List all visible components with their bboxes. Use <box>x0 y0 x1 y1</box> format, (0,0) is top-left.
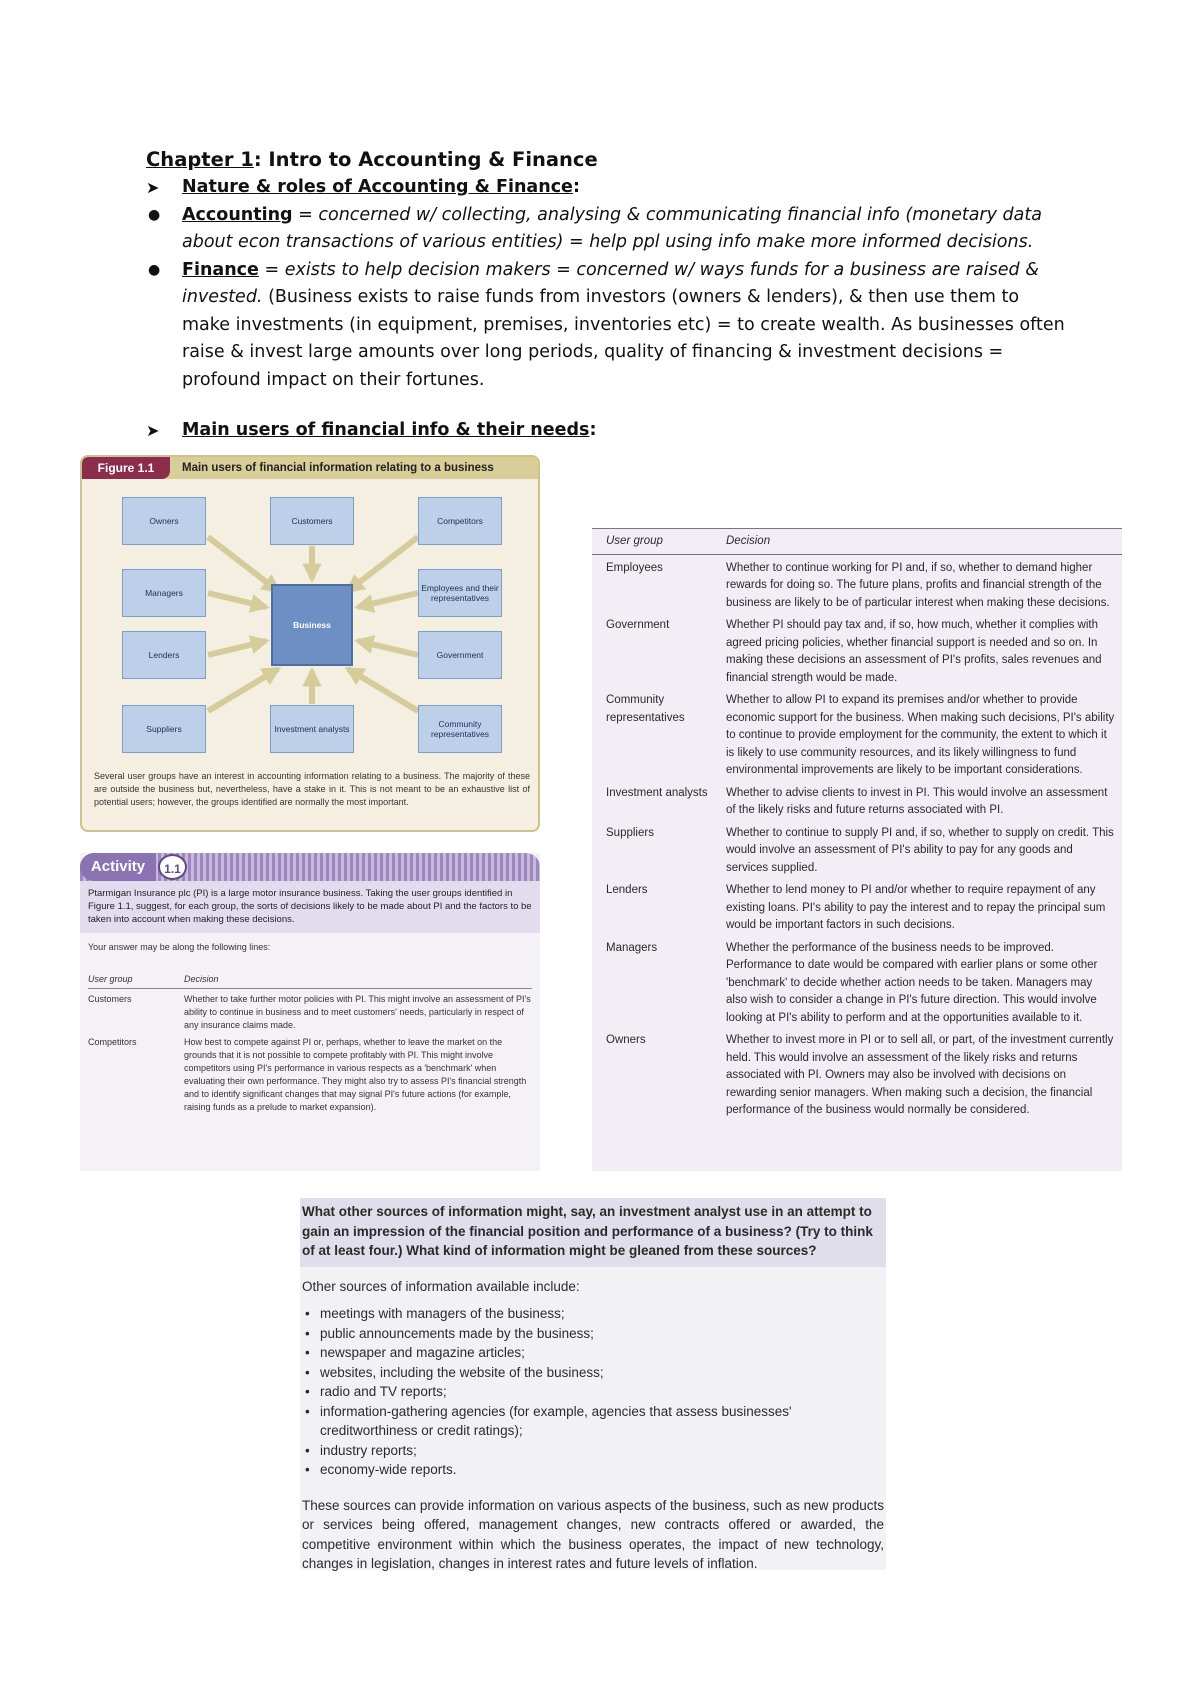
activity-table <box>88 973 532 1114</box>
sources-question-box <box>300 1198 886 1570</box>
figure-header <box>82 457 538 479</box>
header-decision: Decision <box>726 535 771 547</box>
finance-definition-rest: (Business exists to raise funds from investors (owners & lenders), & then use them to make investments (in equipment, premises, inventories etc) = to create wealth. As businesses often raise & invest large amounts over long periods, quality of financing & investment decisions = profound impact on their fortunes. <box>182 287 1065 390</box>
header-decision: Decision <box>184 974 219 984</box>
accounting-term: Accounting <box>182 204 293 225</box>
row-decision: How best to compete against PI or, perhaps, whether to leave the market on the grounds that it is not possible to compete profitably with PI. This might involve competitors using PI's performance in various respects as a 'benchmark' when evaluating their own performance. They might also try to assess PI's financial strength and to identify significant changes that may signal PI's future actions (for example, raising funds as a prelude to market expansion). <box>184 1037 527 1112</box>
row-group: Government <box>606 619 670 631</box>
table-row <box>592 940 1122 1028</box>
header-user-group: User group <box>606 535 663 547</box>
header-user-group: User group <box>88 974 133 984</box>
list-item: • websites, including the website of the business; <box>302 1363 884 1383</box>
bullet-dot-icon: ● <box>148 206 161 223</box>
row-group: Customers <box>88 994 132 1004</box>
activity-label: Activity <box>80 853 156 881</box>
finance-bullet <box>146 257 1066 395</box>
list-item: • newspaper and magazine articles; <box>302 1343 884 1363</box>
sources-intro: Other sources of information available include: <box>302 1278 580 1294</box>
arrow-managers <box>208 593 266 607</box>
table-row <box>88 1036 532 1114</box>
activity-box <box>80 853 540 1171</box>
node-suppliers: Suppliers <box>122 705 206 753</box>
row-group: Lenders <box>606 884 648 896</box>
table-row <box>592 1032 1122 1120</box>
node-business: Business <box>271 584 353 666</box>
list-item: • meetings with managers of the business; <box>302 1304 884 1324</box>
activity-question: Ptarmigan Insurance plc (PI) is a large motor insurance business. Taking the user groups identified in Figure 1.1, suggest, for each group, the sorts of decisions likely to be made about PI and the factors to be taken into account when making these decisions. <box>80 881 540 933</box>
node-employees: Employees and their representatives <box>418 569 502 617</box>
notes-text <box>146 146 1066 445</box>
arrow-lenders <box>208 641 266 655</box>
node-lenders: Lenders <box>122 631 206 679</box>
row-decision: Whether to advise clients to invest in PI. This would involve an assessment of the likely risks and future returns associated with PI. <box>726 786 1108 816</box>
spacer <box>146 394 1066 417</box>
accounting-bullet <box>146 202 1066 257</box>
arrow-government <box>358 641 418 655</box>
row-decision: Whether to allow PI to expand its premises and/or whether to provide economic support for the business. When making such decisions, PI's ability to continue to provide employment for the community, the extent to which it is likely to use community resources, and its likely willingness to fund environmental improvements are likely to be important considerations. <box>726 694 1115 776</box>
section-heading-colon: : <box>572 177 580 197</box>
figure-caption: Several user groups have an interest in accounting information relating to a business. The majority of these are outside the business but, nevertheless, have a stake in it. This is not meant to be an exhaustive list of potential users; however, the groups identified are normally the most important. <box>94 771 530 807</box>
row-decision: Whether to continue working for PI and, if so, whether to demand higher rewards for doing so. The future plans, profits and financial strength of the business are likely to be of particular interest when making these decisions. <box>726 561 1110 609</box>
arrow-owners <box>208 537 278 591</box>
row-group: Investment analysts <box>606 786 708 799</box>
activity-table-header <box>88 973 532 989</box>
list-item: • economy-wide reports. <box>302 1460 884 1480</box>
arrow-competitors <box>348 537 418 591</box>
list-item: • information-gathering agencies (for example, agencies that assess businesses' creditworthiness or credit ratings); <box>302 1402 884 1441</box>
list-item: • industry reports; <box>302 1441 884 1461</box>
table-row <box>88 993 532 1032</box>
node-government: Government <box>418 631 502 679</box>
chapter-label: Chapter 1 <box>146 148 254 171</box>
activity-number: 1.1 <box>158 854 187 880</box>
activity-header <box>80 853 540 881</box>
arrow-bullet-icon: ➤ <box>146 178 160 197</box>
row-group: Community representatives <box>606 694 685 724</box>
bullet-dot-icon: ● <box>148 261 161 278</box>
finance-definition-italic: = exists to help decision makers = concerned w/ ways funds for a business are raised & invested. <box>182 259 1039 307</box>
sources-conclusion: These sources can provide information on various aspects of the business, such as new products or services being offered, management changes, new contracts offered or awarded, the competitive environment within which the business operates, the impact of new technology, changes in legislation, changes in interest rates and future levels of inflation. <box>302 1497 884 1571</box>
table-row <box>592 560 1122 613</box>
node-customers: Customers <box>270 497 354 545</box>
row-decision: Whether to continue to supply PI and, if so, whether to supply on credit. This would involve an assessment of PI's ability to pay for any goods and services supplied. <box>726 826 1114 874</box>
row-group: Owners <box>606 1034 646 1046</box>
row-decision: Whether to lend money to PI and/or whether to require repayment of any existing loans. PI's ability to pay the interest and to repay the principal sum would be important factors in such decisions. <box>726 884 1106 931</box>
activity-answer-intro: Your answer may be along the following lines: <box>88 942 271 952</box>
section-heading-users <box>146 417 1066 445</box>
row-group: Employees <box>606 561 663 574</box>
arrow-employees <box>358 593 418 607</box>
table-row <box>592 882 1122 935</box>
arrow-bullet-icon: ➤ <box>146 421 160 440</box>
row-group: Managers <box>606 941 658 954</box>
section-heading-text: Main users of financial info & their needs <box>182 420 590 440</box>
chapter-title <box>146 146 1066 174</box>
table-header <box>592 528 1122 555</box>
node-analysts: Investment analysts <box>270 705 354 753</box>
table-row <box>592 785 1122 820</box>
node-community: Community representatives <box>418 705 502 753</box>
accounting-definition: = concerned w/ collecting, analysing & communicating financial info (monetary data about econ transactions of various entities) = help ppl using info make more informed decisions. <box>182 204 1042 252</box>
user-decision-table <box>592 528 1122 1171</box>
table-row <box>592 825 1122 878</box>
sources-answer <box>300 1267 886 1578</box>
section-heading-text: Nature & roles of Accounting & Finance <box>182 177 573 197</box>
row-group: Suppliers <box>606 826 654 839</box>
list-item: • radio and TV reports; <box>302 1382 884 1402</box>
section-heading-nature <box>146 174 1066 202</box>
finance-term: Finance <box>182 259 259 280</box>
section-heading-colon: : <box>589 420 597 440</box>
figure-title: Main users of financial information relating to a business <box>182 462 494 474</box>
node-owners: Owners <box>122 497 206 545</box>
node-competitors: Competitors <box>418 497 502 545</box>
list-item: • public announcements made by the business; <box>302 1324 884 1344</box>
figure-diagram <box>82 479 540 737</box>
table-row <box>592 692 1122 780</box>
row-group: Competitors <box>88 1037 137 1047</box>
row-decision: Whether PI should pay tax and, if so, how much, whether it complies with agreed pricing policies, whether financial support is needed and so on. In making these decisions an assessment of PI's profits, sales revenues and financial strength would be made. <box>726 619 1102 684</box>
figure-label: Figure 1.1 <box>82 457 170 479</box>
figure-users-diagram <box>80 455 540 832</box>
table-row <box>592 617 1122 687</box>
row-decision: Whether the performance of the business needs to be improved. Performance to date would be compared with earlier plans or some other 'benchmark' to decide whether action needs to be taken. Managers may also wish to consider a change in PI's future direction. This would involve looking at PI's ability to perform and at the opportunities available to it. <box>726 941 1098 1024</box>
node-managers: Managers <box>122 569 206 617</box>
chapter-title-rest: : Intro to Accounting & Finance <box>253 148 598 171</box>
row-decision: Whether to take further motor policies with PI. This might involve an assessment of PI's ability to continue in business and to meet customers' needs, particularly in respect of any insurance claims made. <box>184 994 531 1030</box>
sources-question: What other sources of information might, say, an investment analyst use in an attempt to gain an impression of the financial position and performance of a business? (Try to think of at least four.) What kind of information might be gleaned from these sources? <box>300 1198 886 1267</box>
sources-list <box>302 1304 884 1480</box>
row-decision: Whether to invest more in PI or to sell all, or part, of the investment currently held. This would involve an assessment of the likely risks and returns associated with PI. Owners may also be involved with decisions on rewarding senior managers. When making such a decision, the financial performance of the business would normally be considered. <box>726 1034 1114 1116</box>
arrow-community <box>348 669 418 711</box>
arrow-suppliers <box>208 669 278 711</box>
